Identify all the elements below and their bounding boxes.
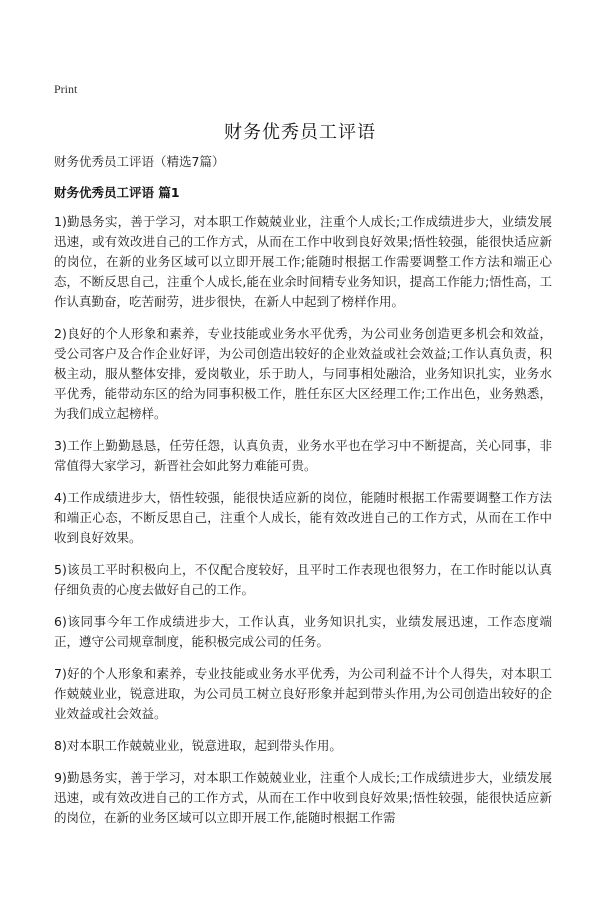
- paragraph-8: 8)对本职工作兢兢业业，锐意进取，起到带头作用。: [54, 738, 342, 753]
- document-title: 财务优秀员工评语: [224, 122, 376, 143]
- print-label: Print: [54, 82, 78, 96]
- paragraph-6: 6)该同事今年工作成绩进步大，工作认真，业务知识扎实，业绩发展迅速，工作态度端正，遵守公司规章制度，能积极完成公司的任务。: [54, 614, 552, 649]
- paragraph-7: 7)好的个人形象和素养，专业技能或业务水平优秀，为公司利益不计个人得失，对本职工作兢兢业业，锐意进取，为公司员工树立良好形象并起到带头作用,为公司创造出较好的企业效益或社会效益。: [54, 666, 552, 721]
- paragraph-4: 4)工作成绩进步大，悟性较强，能很快适应新的岗位，能随时根据工作需要调整工作方法和端正心态，不断反思自己，注重个人成长，能有效改进自己的工作方式，从而在工作中收到良好效果。: [54, 490, 552, 545]
- paragraph-3: 3)工作上勤勤恳恳，任劳任怨，认真负责，业务水平也在学习中不断提高，关心同事，非常值得大家学习，新晋社会如此努力难能可贵。: [54, 438, 552, 473]
- paragraph-9: 9)勤恳务实，善于学习，对本职工作兢兢业业，注重个人成长;工作成绩进步大，业绩发展迅速，或有效改进自己的工作方式，从而在工作中收到良好效果;悟性较强，能很快适应新的岗位，在新的业务区域可以立即开展工作,能随时根据工作需: [54, 770, 552, 825]
- document-body: [54, 212, 552, 840]
- section-heading: 财务优秀员工评语 篇1: [54, 185, 180, 200]
- paragraph-1: 1)勤恳务实，善于学习，对本职工作兢兢业业，注重个人成长;工作成绩进步大，业绩发展迅速，或有效改进自己的工作方式，从而在工作中收到良好效果;悟性较强，能很快适应新的岗位，在新的业务区域可以立即开展工作;能随时根据工作需要调整工作方法和端正心态，不断反思自己，注重个人成长,能在业余时间精专业务知识，提高工作能力;悟性高，工作认真勤奋，吃苦耐劳，进步很快，在新人中起到了榜样作用。: [54, 214, 552, 309]
- document-subtitle: 财务优秀员工评语（精选7篇）: [54, 154, 225, 169]
- paragraph-5: 5)该员工平时积极向上，不仅配合度较好，且平时工作表现也很努力，在工作时能以认真仔细负责的心度去做好自己的工作。: [54, 562, 552, 597]
- paragraph-2: 2)良好的个人形象和素养，专业技能或业务水平优秀，为公司业务创造更多机会和效益，受公司客户及合作企业好评，为公司创造出较好的企业效益或社会效益;工作认真负责，积极主动，服从整体安排，爱岗敬业，乐于助人，与同事相处融洽，业务知识扎实，业务水平优秀，能带动东区的给为同事积极工作，胜任东区大区经理工作;工作出色，业务熟悉，为我们成立起榜样。: [54, 326, 552, 421]
